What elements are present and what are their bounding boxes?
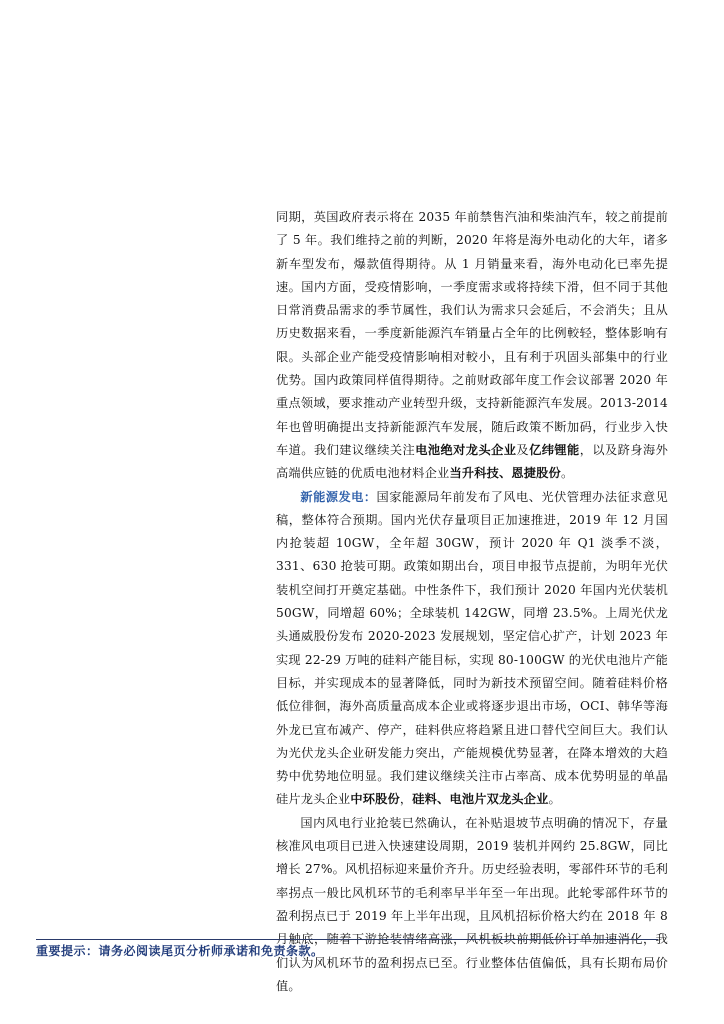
section-heading-new-energy-power: 新能源发电： (300, 489, 377, 504)
ev-highlight-eve: 亿纬锂能 (529, 442, 580, 457)
pv-text-1: 国家能源局年前发布了风电、光伏管理办法征求意见稿，整体符合预期。国内光伏存量项目正加速推进，2019 年 12 月国内抢装超 10GW，全年超 30GW，预计 2020 年 Q1 淡季不淡，331、630 抢装可期。政策如期出台，项目申报节点提前，为明年光伏装机空间打开奠定基础。中性条件下，我们预计 2020 年国内光伏装机 50GW，同增超 60%；全球装机 142GW，同增 23.5%。上周光伏龙头通威股份发布 2020-2023 发展规划，坚定信心扩产，计划 2023 年实现 22-29 万吨的硅料产能目标，实现 80-100GW 的光伏电池片产能目标，并实现成本的显著降低，同时为新技术预留空间。随着硅料价格低位徘徊，海外高质量高成本企业或将逐步退出市场，OCI、韩华等海外龙已宣布减产、停产，硅料供应将趋紧且进口替代空间巨大。我们认为光伏龙头企业研发能力突出，产能规模优势显著，在降本增效的大趋势中优势地位明显。我们建议继续关注市占率高、成本优势明显的单晶硅片龙头企业 (276, 489, 668, 807)
ev-text-2: 及 (516, 442, 530, 457)
pv-highlight-zhonghuan: 中环股份 (350, 792, 400, 807)
ev-text-3: ，以及跻身海外高端供应链的优质电池材料企业 (276, 442, 669, 481)
paragraph-ev-outlook (276, 206, 668, 486)
ev-text-4: 。 (560, 466, 574, 481)
pv-highlight-silicon-cell: 硅料、电池片双龙头企业 (412, 792, 549, 807)
ev-text-1: 同期，英国政府表示将在 2035 年前禁售汽油和柴油汽车，较之前提前了 5 年。我们维持之前的判断，2020 年将是海外电动化的大年，诸多新车型发布，爆款值得期待。从 1 月销量来看，海外电动化已率先提速。国内方面，受疫情影响，一季度需求或将持续下滑，但不同于其他日常消费品需求的季节属性，我们认为需求只会延后，不会消失；且从历史数据来看，一季度新能源汽车销量占全年的比例較轻，整体影响有限。头部企业产能受疫情影响相对較小，且有利于巩固头部集中的行业优势。国内政策同样值得期待。之前财政部年度工作会议部署 2020 年重点领域，要求推动产业转型升级，支持新能源汽车发展。2013-2014 年也曾明确提出支持新能源汽车发展，随后政策不断加码，行业步入快车道。我们建议继续关注 (276, 210, 668, 457)
footer-divider (36, 939, 658, 940)
paragraph-wind-power: 国内风电行业抢装已然确认，在补贴退坡节点明确的情况下，存量核准风电项目已进入快速建设周期，2019 装机并网约 25.8GW，同比增长 27%。风机招标迎来量价齐升。历史经验表明，零部件环节的毛利率拐点一般比风机环节的毛利率早半年至一年出现。此轮零部件环节的盈利拐点已于 2019 年上半年出现，且风机招标价格大约在 2018 年 8 月触底，随着下游抢装情绪高涨，风机板块前期低价订单加速消化，我们认为风机环节的盈利拐点已至。行业整体估值偏低，具有长期布局价值。 (276, 815, 668, 993)
ev-highlight-materials: 当升科技、恩捷股份 (449, 466, 561, 481)
paragraph-new-energy-power (276, 486, 668, 812)
body-text (276, 206, 668, 998)
disclaimer-notice: 重要提示：请务必阅读尾页分析师承诺和免责条款。 (36, 944, 324, 958)
pv-text-2: ， (399, 792, 413, 807)
ev-highlight-battery-leader: 电池绝对龙头企业 (415, 442, 517, 457)
pv-text-3: 。 (548, 792, 561, 807)
